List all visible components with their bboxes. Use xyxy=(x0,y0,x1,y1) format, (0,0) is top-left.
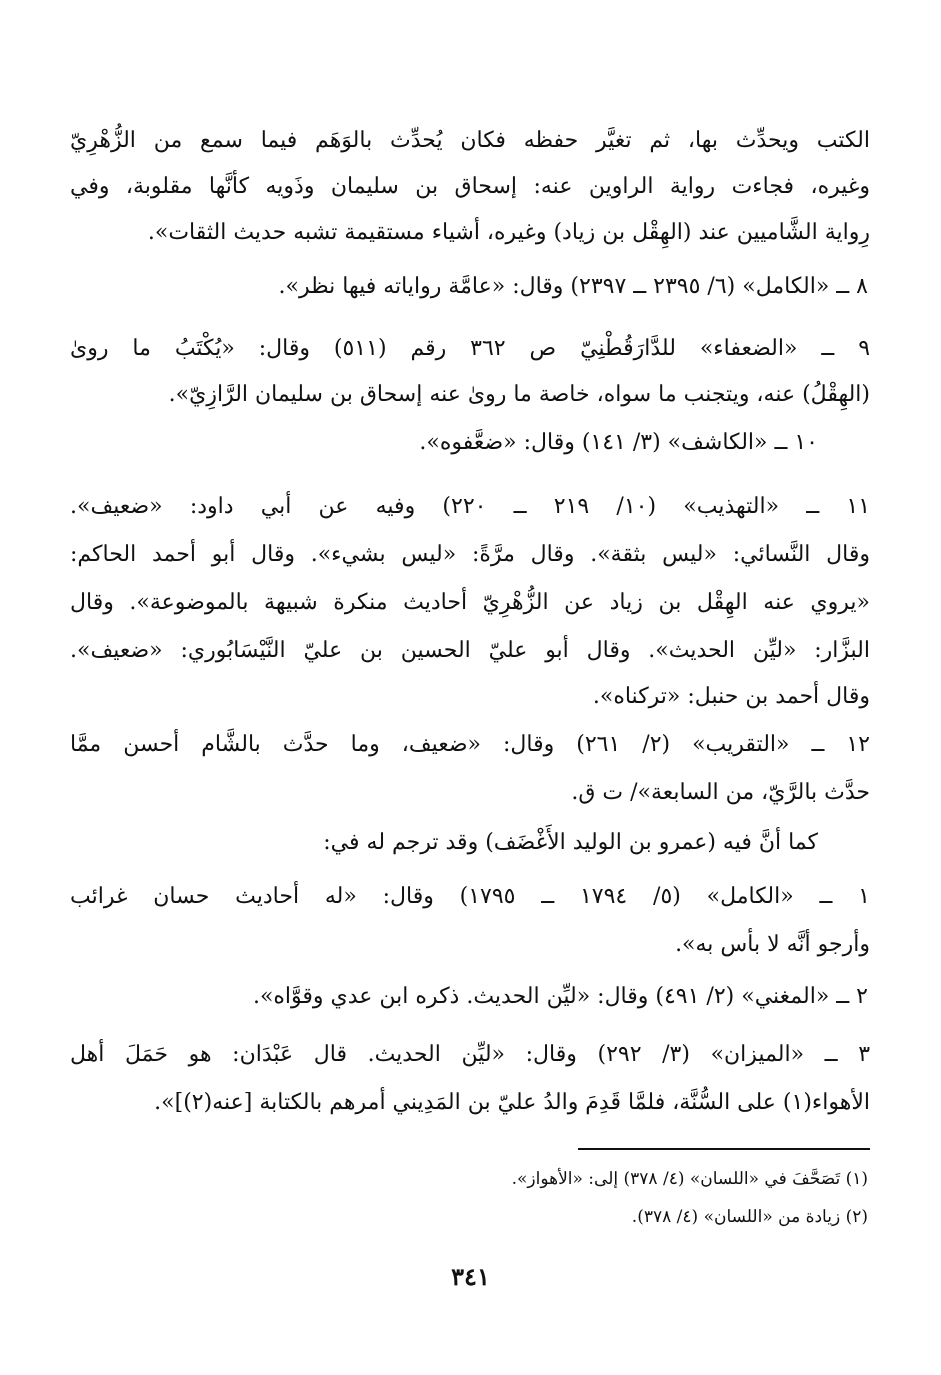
text-line: ١ ــ «الكامل» (٥/ ١٧٩٤ ــ ١٧٩٥) وقال: «له أحاديث حسان غرائب xyxy=(70,884,870,909)
text-line: «يروي عنه الهِقْل بن زياد عن الزُّهْرِيّ أحاديث منكرة شبيهة بالموضوعة». وقال xyxy=(70,590,870,615)
text-line: وأرجو أنَّه لا بأس به». xyxy=(675,932,870,957)
text-line: ١٢ ــ «التقريب» (٢/ ٢٦١) وقال: «ضعيف، وما حدَّث بالشَّام أحسن ممَّا xyxy=(70,732,870,757)
footnote-1: (١) تَصَحَّفَ في «اللسان» (٤/ ٣٧٨) إلى: «الأهواز». xyxy=(511,1169,868,1189)
text-line: البزَّار: «ليِّن الحديث». وقال أبو عليّ الحسين بن عليّ النَّيْسَابُوري: «ضعيف». xyxy=(70,638,870,663)
text-line: حدَّث بالرَّيّ، من السابعة»/ ت ق. xyxy=(571,780,870,805)
text-line: وقال أحمد بن حنبل: «تركناه». xyxy=(592,684,870,709)
text-line: ٨ ــ «الكامل» (٦/ ٢٣٩٥ ــ ٢٣٩٧) وقال: «عامَّة رواياته فيها نظر». xyxy=(278,274,868,299)
text-line: الأهواء(١) على السُّنَّة، فلمَّا قَدِمَ والدُ عليّ بن المَدِيني أمرهم بالكتابة [عنه(٢)]». xyxy=(154,1090,870,1115)
page-number: ٣٤١ xyxy=(451,1262,490,1291)
text-line: وقال النَّسائي: «ليس بثقة». وقال مرَّةً: «ليس بشيء». وقال أبو أحمد الحاكم: xyxy=(70,542,870,567)
text-line: ٩ ــ «الضعفاء» للدَّارَقُطْنِيّ ص ٣٦٢ رقم (٥١١) وقال: «يُكْتَبُ ما روىٰ xyxy=(70,336,871,361)
text-line: ١١ ــ «التهذيب» (١٠/ ٢١٩ ــ ٢٢٠) وفيه عن أبي داود: «ضعيف». xyxy=(70,494,871,519)
text-line: ٣ ــ «الميزان» (٣/ ٢٩٢) وقال: «ليِّن الحديث. قال عَبْدَان: هو حَمَلَ أهل xyxy=(70,1042,871,1067)
text-line: كما أنَّ فيه (عمرو بن الوليد الأَغْضَف) وقد ترجم له في: xyxy=(323,830,818,855)
text-line: ٢ ــ «المغني» (٢/ ٤٩١) وقال: «ليِّن الحديث. ذكره ابن عدي وقوَّاه». xyxy=(252,984,868,1009)
text-line: رِواية الشَّاميين عند (الهِقْل بن زياد) وغيره، أشياء مستقيمة تشبه حديث الثقات». xyxy=(147,220,870,245)
footnote-2: (٢) زيادة من «اللسان» (٤/ ٣٧٨). xyxy=(631,1207,868,1227)
text-line: (الهِقْلُ) عنه، ويتجنب ما سواه، خاصة ما روىٰ عنه إسحاق بن سليمان الرَّازِيّ». xyxy=(168,382,870,407)
text-line: الكتب ويحدِّث بها، ثم تغيَّر حفظه فكان يُحدِّث بالوَهَم فيما سمع من الزُّهْرِيّ xyxy=(70,128,870,153)
footnote-separator xyxy=(578,1148,870,1150)
text-line: وغيره، فجاءت رواية الراوين عنه: إسحاق بن سليمان وذَويه كأنَّها مقلوبة، وفي xyxy=(70,174,870,199)
text-line: ١٠ ــ «الكاشف» (٣/ ١٤١) وقال: «ضعَّفوه». xyxy=(419,430,818,455)
